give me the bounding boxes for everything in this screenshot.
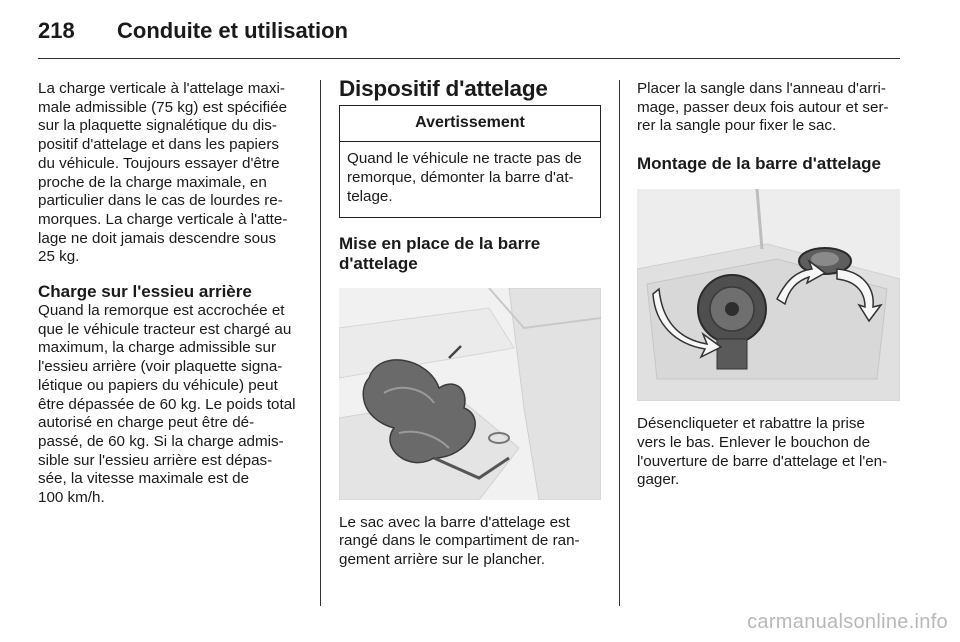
site-watermark: carmanualsonline.info [747, 611, 948, 633]
text-line: rangé dans le compartiment de ran- [339, 532, 580, 550]
socket-drawing [637, 189, 900, 401]
text-line: autorisé en charge peut être dé- [38, 414, 255, 432]
text-line: l'essieu arrière (voir plaquette signa- [38, 358, 283, 376]
column-middle [339, 76, 602, 570]
warning-body [340, 142, 600, 216]
text-line: que le véhicule tracteur est chargé au [38, 320, 292, 338]
text-line: Quand la remorque est accrochée et [38, 302, 285, 320]
trunk-bag-caption [339, 514, 602, 570]
vertical-load-paragraph [38, 80, 306, 267]
page-section-title: Conduite et utilisation [117, 18, 348, 43]
text-line: mage, passer deux fois autour et ser- [637, 98, 889, 116]
section-heading: Dispositif d'attelage [339, 76, 548, 101]
text-line: positif d'attelage et dans les papiers [38, 136, 279, 154]
text-line: proche de la charge maximale, en [38, 173, 267, 191]
text-line: remorque, démonter la barre d'at- [347, 169, 574, 187]
text-line: du véhicule. Toujours essayer d'être [38, 154, 280, 172]
text-line: male admissible (75 kg) est spécifiée [38, 98, 288, 116]
mount-caption [637, 415, 900, 490]
text-line: 100 km/h. [38, 489, 105, 507]
trunk-bag-drawing [339, 288, 601, 500]
column-right [637, 80, 900, 490]
text-line: 25 kg. [38, 248, 80, 266]
text-line: Le sac avec la barre d'attelage est [339, 513, 570, 531]
column-divider-left [320, 80, 321, 606]
warning-box [339, 105, 601, 218]
column-left [38, 80, 306, 508]
subheading-line: Mise en place de la barre [339, 233, 541, 253]
text-line: vers le bas. Enlever le bouchon de [637, 433, 871, 451]
text-line: Désencliqueter et rabattre la prise [637, 415, 865, 433]
subheading-line: d'attelage [339, 253, 418, 273]
text-line: sur la plaquette signalétique du dis- [38, 117, 277, 135]
warning-title: Avertissement [340, 106, 600, 143]
text-line: lage ne doit jamais descendre sous [38, 229, 277, 247]
text-line: passé, de 60 kg. Si la charge admis- [38, 432, 284, 450]
text-line: La charge verticale à l'attelage maxi- [38, 80, 285, 97]
socket-illustration [637, 189, 900, 401]
page-number: 218 [38, 18, 75, 43]
text-line: gager. [637, 471, 680, 489]
mount-heading: Montage de la barre d'attelage [637, 154, 881, 174]
text-line: Quand le véhicule ne tracte pas de [347, 150, 582, 168]
text-line: morques. La charge verticale à l'atte- [38, 210, 288, 228]
rear-axle-paragraph [38, 302, 306, 508]
rear-axle-heading: Charge sur l'essieu arrière [38, 282, 252, 302]
text-line: rer la sangle pour fixer le sac. [637, 117, 837, 135]
text-line: sible sur l'essieu arrière est dépas- [38, 451, 273, 469]
install-subheading [339, 234, 602, 274]
trunk-bag-illustration [339, 288, 601, 500]
text-line: l'ouverture de barre d'attelage et l'en- [637, 452, 888, 470]
text-line: particulier dans le cas de lourdes re- [38, 192, 283, 210]
text-line: létique ou papiers du véhicule) peut [38, 376, 278, 394]
text-line: Placer la sangle dans l'anneau d'arri- [637, 80, 886, 97]
header-divider [38, 58, 900, 59]
text-line: sée, la vitesse maximale est de [38, 470, 250, 488]
text-line: gement arrière sur le plancher. [339, 550, 545, 568]
strap-paragraph [637, 80, 900, 136]
text-line: être dépassée de 60 kg. Le poids total [38, 395, 296, 413]
text-line: maximum, la charge admissible sur [38, 339, 277, 357]
column-divider-right [619, 80, 620, 606]
text-line: telage. [347, 187, 393, 205]
